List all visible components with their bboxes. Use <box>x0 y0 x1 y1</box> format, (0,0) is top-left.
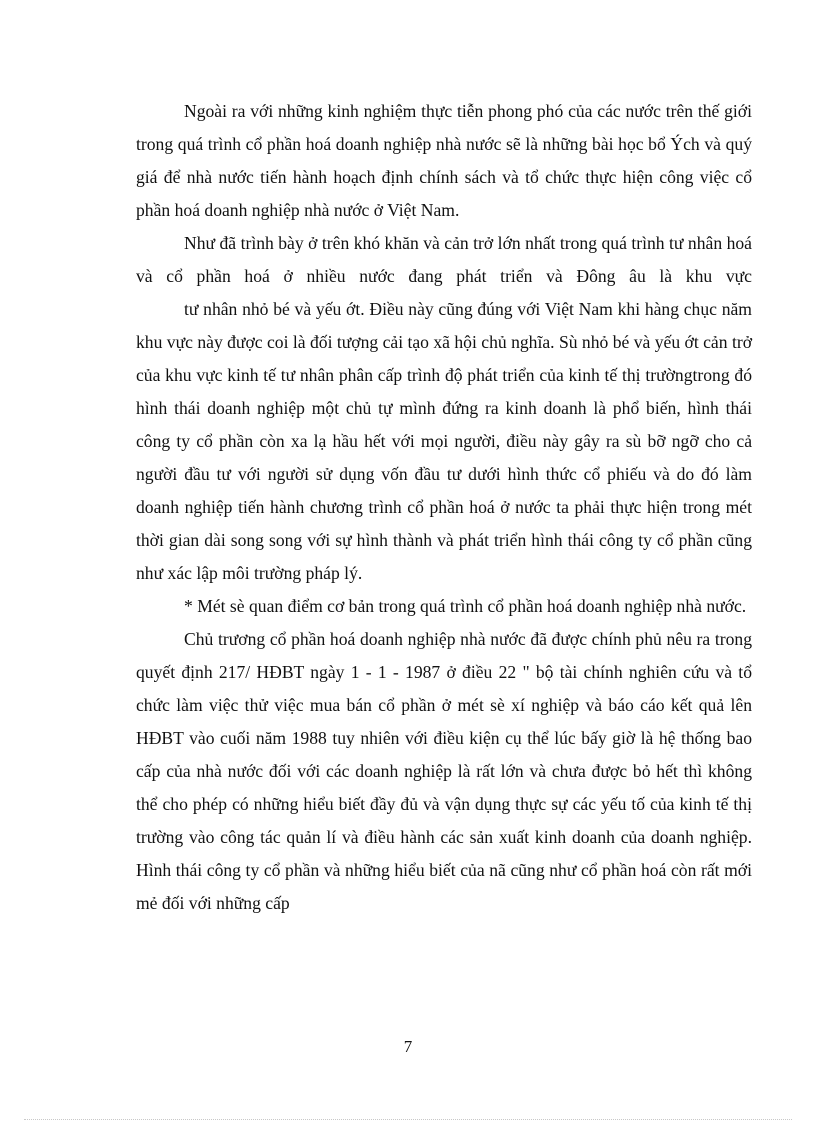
paragraph-2: Như đã trình bày ở trên khó khăn và cản trở lớn nhất trong quá trình tư nhân hoá và cổ phần hoá ở nhiều nước đang phát triển và Đông âu là khu vực <box>136 233 752 286</box>
paragraph-3: tư nhân nhỏ bé và yếu ớt. Điều này cũng đúng với Việt Nam khi hàng chục năm khu vực này được coi là đối tượng cải tạo xã hội chủ nghĩa. Sù nhỏ bé và yếu ớt cản trở của khu vực kinh tế tư nhân phân cấp trình độ phát triển của kinh tế thị trườngtrong đó hình thái doanh nghiệp một chủ tự mình đứng ra kinh doanh là phổ biến, hình thái công ty cổ phần còn xa lạ hầu hết với mọi người, điều này gây ra sù bỡ ngỡ cho cả người đầu tư với người sử dụng vốn đầu tư dưới hình thức cổ phiếu và do đó làm doanh nghiệp tiến hành chương trình cổ phần hoá ở nước ta phải thực hiện trong mét thời gian dài song song với sự hình thành và phát triển hình thái công ty cổ phần cũng như xác lập môi trường pháp lý. <box>136 299 752 583</box>
page-bottom-divider <box>24 1119 792 1120</box>
document-body <box>136 95 752 920</box>
paragraph-1: Ngoài ra với những kinh nghiệm thực tiễn phong phó của các nước trên thế giới trong quá trình cổ phần hoá doanh nghiệp nhà nước sẽ là những bài học bổ Ých và quý giá để nhà nước tiến hành hoạch định chính sách và tổ chức thực hiện công việc cổ phần hoá doanh nghiệp nhà nước ở Việt Nam. <box>136 101 752 220</box>
paragraph-4-heading: * Mét sè quan điểm cơ bản trong quá trình cổ phần hoá doanh nghiệp nhà nước. <box>184 596 747 616</box>
page-number: 7 <box>403 1037 413 1056</box>
paragraph-5: Chủ trương cổ phần hoá doanh nghiệp nhà nước đã được chính phủ nêu ra trong quyết định 217/ HĐBT ngày 1 - 1 - 1987 ở điều 22 " bộ tài chính nghiên cứu và tổ chức làm việc thử việc mua bán cổ phần ở mét sè xí nghiệp và báo cáo kết quả lên HĐBT vào cuối năm 1988 tuy nhiên với điều kiện cụ thể lúc bấy giờ là hệ thống bao cấp của nhà nước đối với các doanh nghiệp là rất lớn và chưa được bỏ hết thì không thể cho phép có những hiểu biết đầy đủ và vận dụng thực sự các yếu tố của kinh tế thị trường vào công tác quản lí và điều hành các sản xuất kinh doanh của doanh nghiệp. Hình thái công ty cổ phần và những hiểu biết của nã cũng như cổ phần hoá còn rất mới mẻ đối với những cấp <box>136 629 752 913</box>
